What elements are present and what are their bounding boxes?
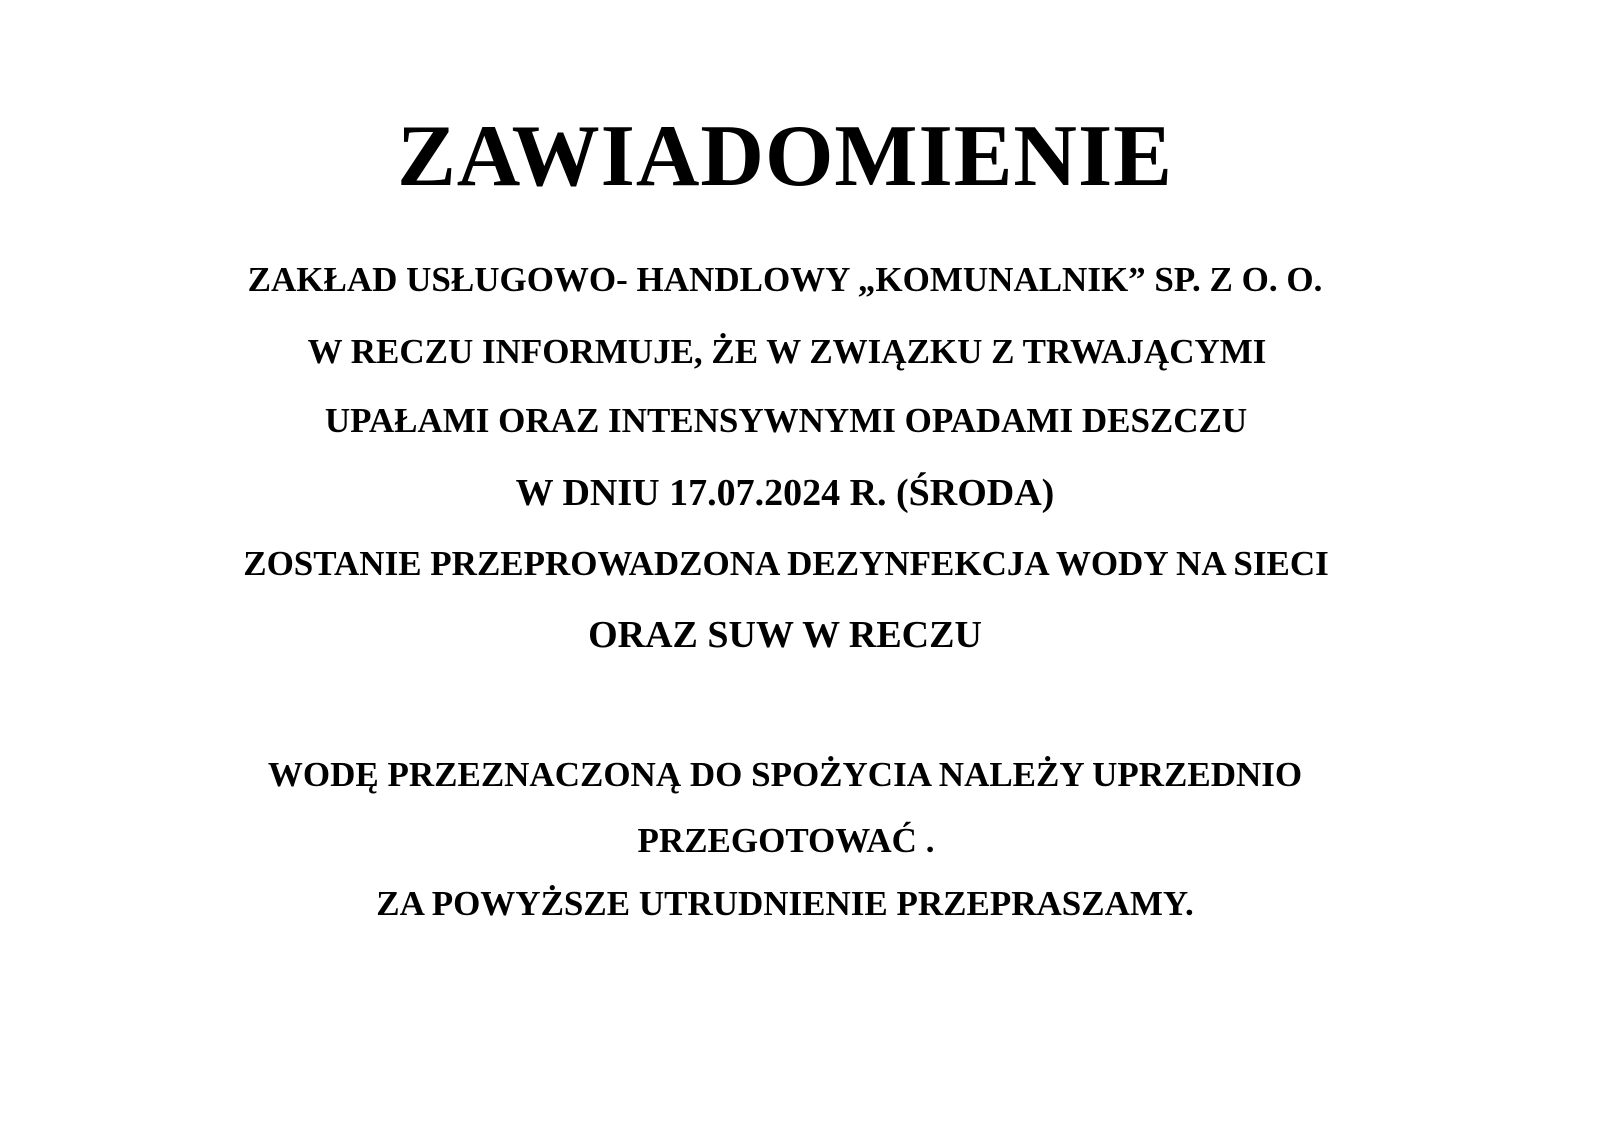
apology-line: ZA POWYŻSZE UTRUDNIENIE PRZEPRASZAMY. [376, 884, 1194, 923]
instruction-line: PRZEGOTOWAĆ . [637, 821, 935, 860]
notice-text-line: ORAZ SUW W RECZU [588, 614, 982, 656]
notice-text-line: W RECZU INFORMUJE, ŻE W ZWIĄZKU Z TRWAJĄCYMI [307, 332, 1267, 371]
notice-text-line: ZOSTANIE PRZEPROWADZONA DEZYNFEKCJA WODY NA SIECI [243, 544, 1329, 583]
notice-title: ZAWIADOMIENIE [397, 108, 1173, 205]
company-name-line: ZAKŁAD USŁUGOWO- HANDLOWY „KOMUNALNIK” SP. Z O. O. [247, 260, 1323, 299]
notice-date-line: W DNIU 17.07.2024 R. (ŚRODA) [515, 472, 1055, 514]
notice-text-line: UPAŁAMI ORAZ INTENSYWNYMI OPADAMI DESZCZU [324, 401, 1248, 440]
instruction-line: WODĘ PRZEZNACZONĄ DO SPOŻYCIA NALEŻY UPRZEDNIO [267, 755, 1303, 794]
